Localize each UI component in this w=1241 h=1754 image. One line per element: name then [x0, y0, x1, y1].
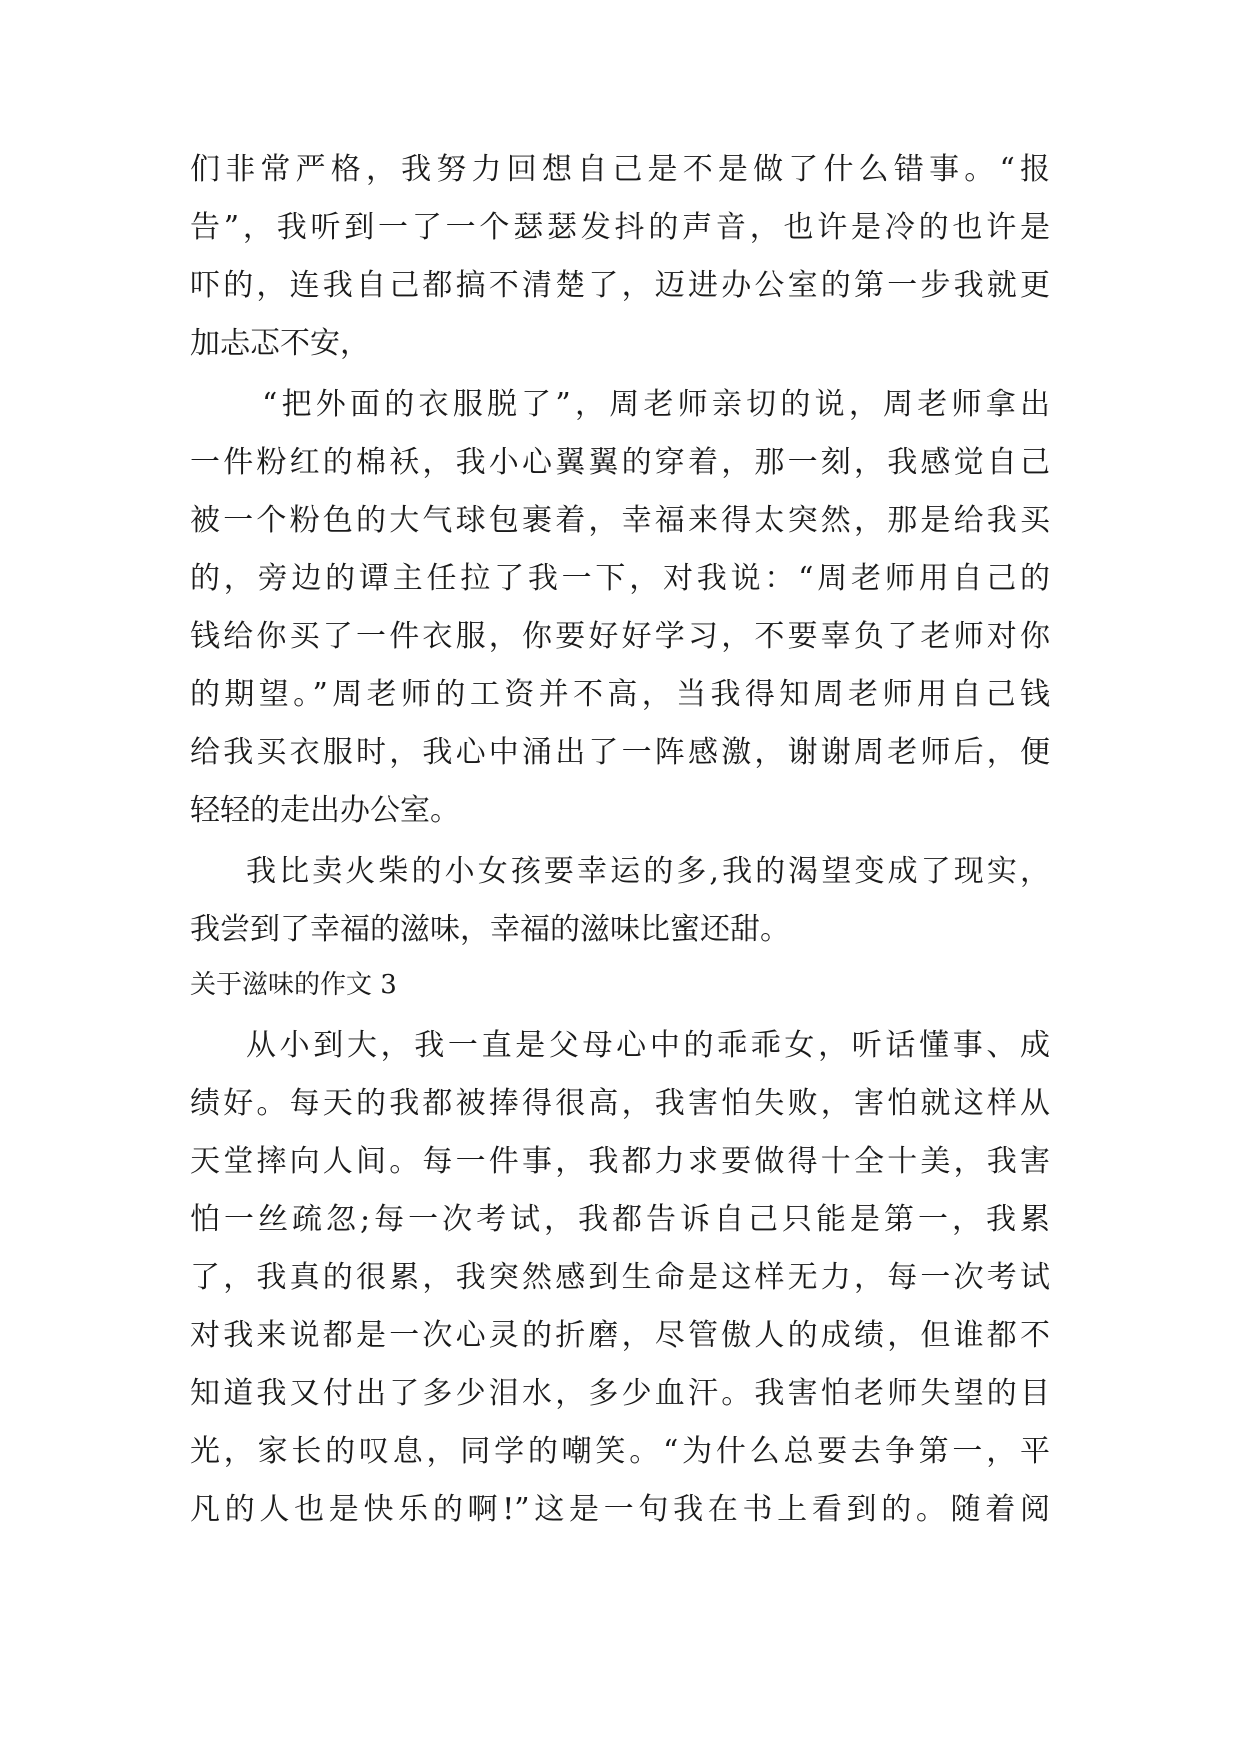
- text-line: 光，家长的叹息，同学的嘲笑。“为什么总要去争第一，平: [190, 1434, 1050, 1469]
- text-line: 知道我又付出了多少泪水，多少血汗。我害怕老师失望的目: [190, 1376, 1050, 1411]
- text-line: 从小到大，我一直是父母心中的乖乖女，听话懂事、成: [246, 1028, 1050, 1063]
- text-line: 钱给你买了一件衣服，你要好好学习，不要辜负了老师对你: [190, 619, 1050, 654]
- text-line: “把外面的衣服脱了”，周老师亲切的说，周老师拿出: [262, 387, 1050, 422]
- section-heading: 关于滋味的作文 3: [190, 970, 397, 1000]
- text-line: 们非常严格，我努力回想自己是不是做了什么错事。“报: [190, 152, 1050, 187]
- text-line: 天堂摔向人间。每一件事，我都力求要做得十全十美，我害: [190, 1144, 1050, 1179]
- text-line: 的期望。”周老师的工资并不高，当我得知周老师用自己钱: [190, 677, 1050, 712]
- text-line: 我比卖火柴的小女孩要幸运的多,我的渴望变成了现实，: [246, 854, 1050, 889]
- text-line: 加忐忑不安，: [190, 326, 370, 361]
- text-line: 被一个粉色的大气球包裹着，幸福来得太突然，那是给我买: [190, 503, 1050, 538]
- text-line: 轻轻的走出办公室。: [190, 793, 460, 828]
- text-line: 告”，我听到一了一个瑟瑟发抖的声音，也许是冷的也许是: [190, 210, 1050, 245]
- text-line: 怕一丝疏忽;每一次考试，我都告诉自己只能是第一，我累: [190, 1202, 1050, 1237]
- text-line: 的，旁边的谭主任拉了我一下，对我说：“周老师用自己的: [190, 561, 1050, 596]
- text-line: 了，我真的很累，我突然感到生命是这样无力，每一次考试: [190, 1260, 1050, 1295]
- text-line: 凡的人也是快乐的啊!”这是一句我在书上看到的。随着阅: [190, 1492, 1050, 1527]
- text-line: 我尝到了幸福的滋味，幸福的滋味比蜜还甜。: [190, 912, 790, 947]
- text-line: 绩好。每天的我都被捧得很高，我害怕失败，害怕就这样从: [190, 1086, 1050, 1121]
- text-line: 吓的，连我自己都搞不清楚了，迈进办公室的第一步我就更: [190, 268, 1050, 303]
- text-line: 对我来说都是一次心灵的折磨，尽管傲人的成绩，但谁都不: [190, 1318, 1050, 1353]
- text-line: 一件粉红的棉袄，我小心翼翼的穿着，那一刻，我感觉自己: [190, 445, 1050, 480]
- text-line: 给我买衣服时，我心中涌出了一阵感激，谢谢周老师后，便: [190, 735, 1050, 770]
